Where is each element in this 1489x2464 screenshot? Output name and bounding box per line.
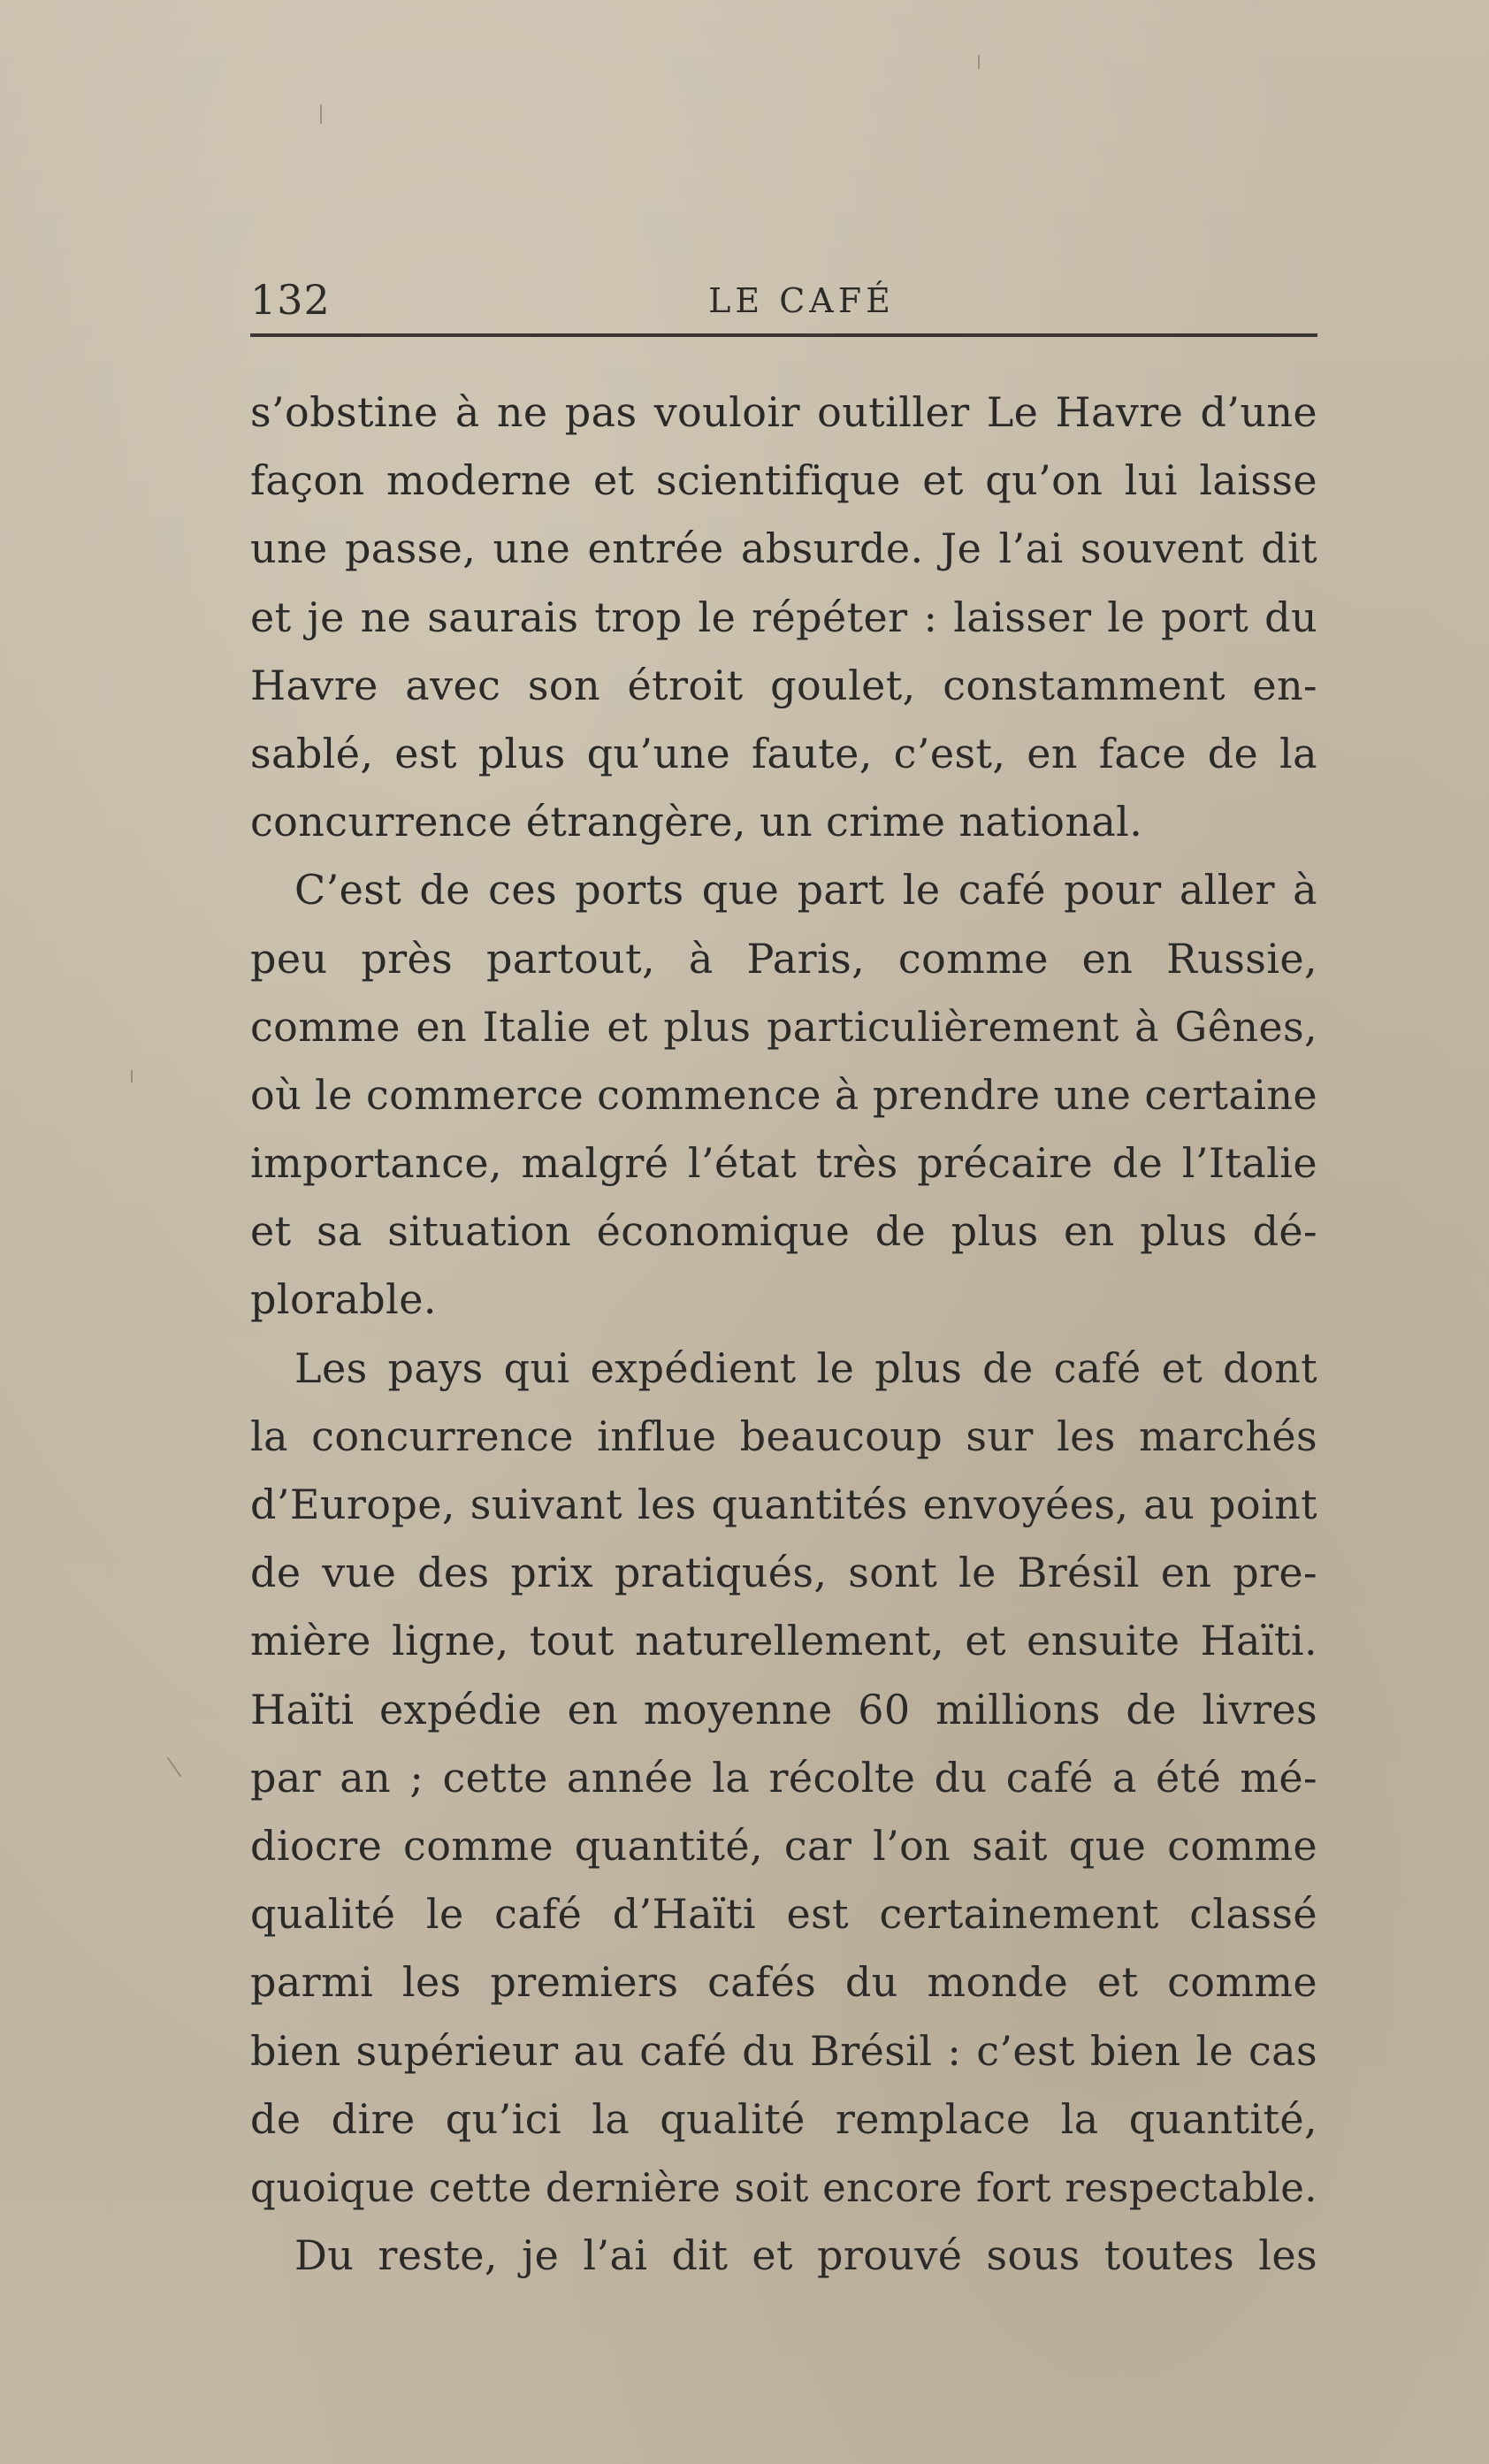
text-line: peu près partout, à Paris, comme en Russie, xyxy=(250,934,1317,983)
text-line: Haïti expédie en moyenne 60 millions de livres xyxy=(250,1685,1317,1733)
text-line: façon moderne et scientifique et qu’on lui laisse xyxy=(250,456,1317,505)
text-line-paragraph-start: Les pays qui expédient le plus de café et dont xyxy=(294,1343,1317,1392)
body-text xyxy=(250,379,1317,2290)
paper-speck xyxy=(320,104,322,124)
text-line: mière ligne, tout naturellement, et ensuite Haïti. xyxy=(250,1617,1317,1665)
text-line: la concurrence influe beaucoup sur les marchés xyxy=(250,1412,1317,1460)
text-line: parmi les premiers cafés du monde et comme xyxy=(250,1958,1317,2007)
text-line: Havre avec son étroit goulet, constamment en- xyxy=(250,661,1317,709)
text-line-paragraph-start: C’est de ces ports que part le café pour aller à xyxy=(294,866,1317,914)
running-title: LE CAFÉ xyxy=(708,281,895,320)
text-line: une passe, une entrée absurde. Je l’ai souvent dit xyxy=(250,524,1317,573)
text-line: de dire qu’ici la qualité remplace la quantité, xyxy=(250,2094,1317,2143)
text-line: importance, malgré l’état très précaire de l’Italie xyxy=(250,1139,1317,1188)
text-line: de vue des prix pratiqués, sont le Brésil en pre- xyxy=(250,1549,1317,1597)
paper-speck xyxy=(131,1070,133,1083)
text-line: qualité le café d’Haïti est certainement classé xyxy=(250,1890,1317,1939)
text-line: quoique cette dernière soit encore fort respectable. xyxy=(250,2163,1317,2211)
text-line: sablé, est plus qu’une faute, c’est, en face de la xyxy=(250,729,1317,777)
text-line: s’obstine à ne pas vouloir outiller Le Havre d’une xyxy=(250,388,1317,436)
text-line: par an ; cette année la récolte du café a été mé- xyxy=(250,1753,1317,1802)
text-line: et sa situation économique de plus en plus dé- xyxy=(250,1207,1317,1256)
text-line: comme en Italie et plus particulièrement à Gênes, xyxy=(250,1002,1317,1051)
text-line-paragraph-start: Du reste, je l’ai dit et prouvé sous toutes les xyxy=(294,2231,1317,2280)
running-head xyxy=(250,265,1317,336)
text-line: plorable. xyxy=(250,1275,437,1324)
text-line: diocre comme quantité, car l’on sait que comme xyxy=(250,1821,1317,1870)
text-line: bien supérieur au café du Brésil : c’est bien le cas xyxy=(250,2026,1317,2075)
text-line: d’Europe, suivant les quantités envoyées, au point xyxy=(250,1481,1317,1528)
text-line: concurrence étrangère, un crime national. xyxy=(250,798,1143,846)
text-line: où le commerce commence à prendre une certaine xyxy=(250,1070,1317,1119)
paper-speck xyxy=(167,1757,182,1777)
paper-speck xyxy=(978,55,980,69)
page-number: 132 xyxy=(250,276,331,324)
text-line: et je ne saurais trop le répéter : laisser le port du xyxy=(250,593,1317,641)
header-rule xyxy=(250,333,1317,337)
